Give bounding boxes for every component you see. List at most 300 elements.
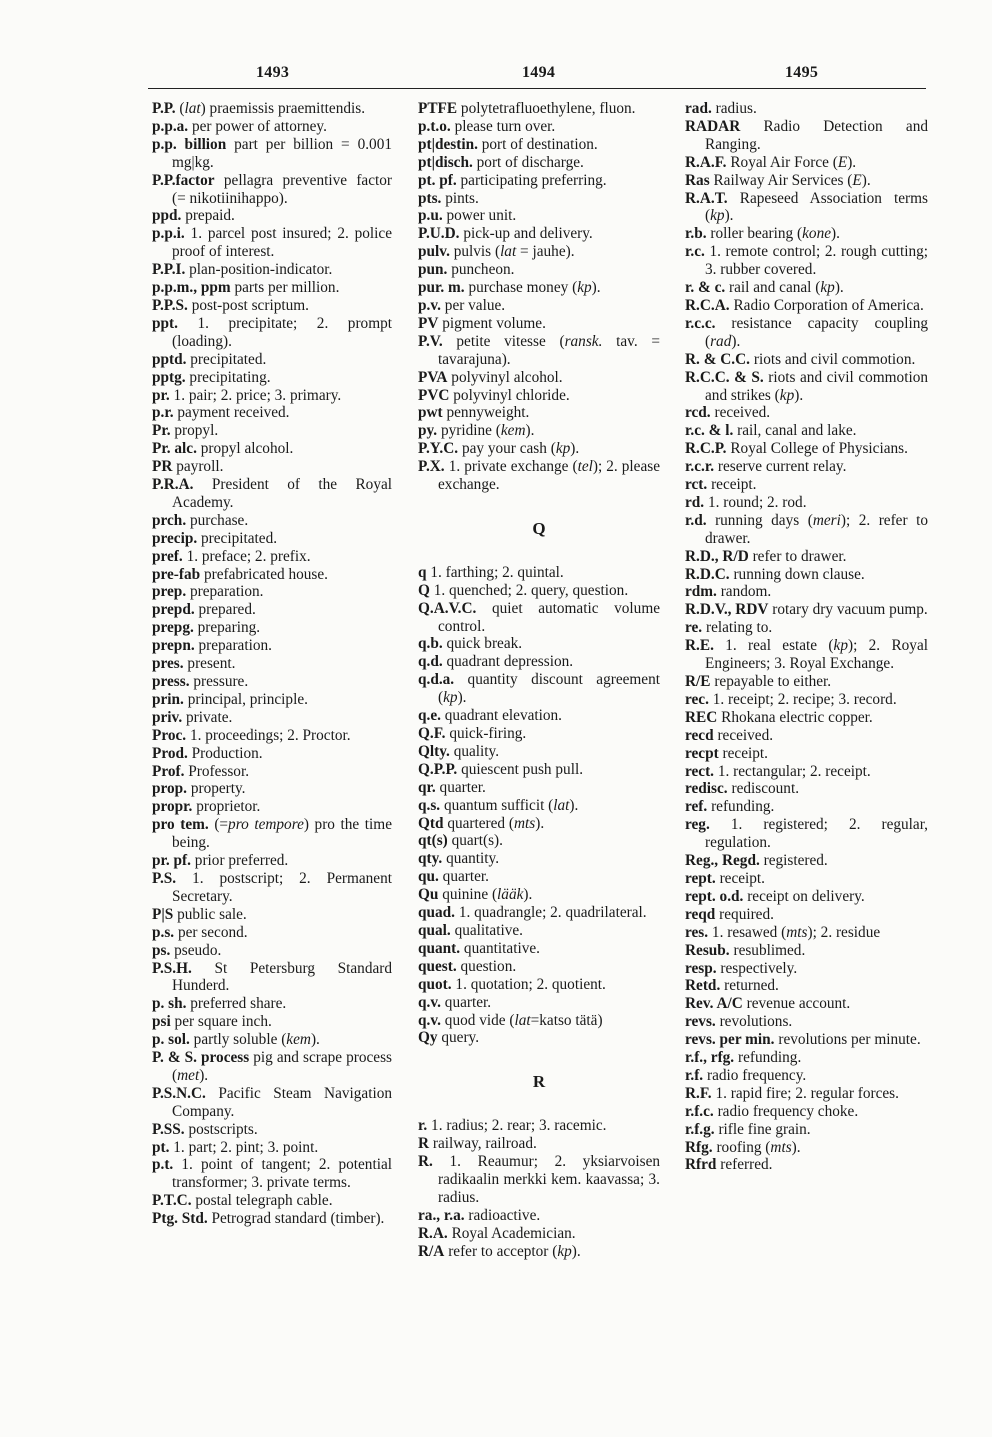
entry-definition: quiescent push pull. (461, 760, 584, 778)
dictionary-entry (418, 671, 660, 707)
entry-definition: radio frequency choke. (717, 1102, 859, 1120)
dictionary-entry (152, 655, 392, 673)
dictionary-entry (685, 977, 928, 995)
dictionary-entry (152, 530, 392, 548)
entry-headword: rd. (685, 493, 705, 511)
entry-definition: pyridine (kem). (440, 422, 535, 440)
entry-headword: R.C.C. & S. (685, 368, 764, 386)
dictionary-entry (685, 351, 928, 369)
entry-definition: 1. part; 2. pint; 3. point. (173, 1138, 319, 1156)
entry-definition: public sale. (177, 905, 247, 923)
entry-headword: pt|destin. (418, 135, 478, 153)
entry-definition: pig and scrape process (met). (172, 1049, 393, 1084)
entry-definition: (=pro tempore) pro the time being. (172, 816, 392, 852)
entry-definition: postscripts. (188, 1120, 258, 1138)
page-header (148, 64, 926, 92)
dictionary-entry (685, 1049, 928, 1067)
dictionary-entry (152, 1192, 392, 1210)
entry-headword: r.b. (685, 225, 707, 243)
entry-headword: pur. m. (418, 279, 465, 297)
dictionary-entry (418, 832, 660, 850)
entry-definition: port of discharge. (476, 153, 584, 171)
entry-headword: R.F. (685, 1084, 712, 1102)
dictionary-entry (418, 279, 660, 297)
entry-definition: 1. real estate (kp); 2. Royal Engineers; 3. Royal Exchange. (705, 637, 928, 673)
entry-headword: q.s. (418, 796, 441, 814)
entry-headword: p.p. billion (152, 135, 227, 153)
entry-definition: purchase money (kp). (468, 279, 601, 297)
entry-definition: payment received. (177, 404, 290, 422)
dictionary-entry (152, 1085, 392, 1121)
entry-headword: Qu (418, 886, 439, 904)
entry-definition: radioactive. (468, 1206, 541, 1224)
dictionary-entry (152, 583, 392, 601)
dictionary-entry (152, 1049, 392, 1085)
entry-headword: pr. pf. (152, 852, 191, 870)
entry-headword: Rev. A/C (685, 995, 743, 1013)
entry-headword: R/A (418, 1242, 445, 1260)
entry-headword: quad. (418, 904, 455, 922)
dictionary-entry (152, 172, 392, 208)
entry-headword: p. sol. (152, 1031, 190, 1049)
dictionary-entry (418, 958, 660, 976)
dictionary-entry (152, 118, 392, 136)
entry-definition: running days (meri); 2. refer to drawer. (705, 511, 928, 547)
entry-headword: propr. (152, 798, 193, 816)
entry-headword: P.S.H. (152, 959, 192, 977)
dictionary-entry (685, 583, 928, 601)
dictionary-entry (685, 870, 928, 888)
entry-definition: respectively. (720, 959, 798, 977)
dictionary-entry (152, 1121, 392, 1139)
dictionary-entry (418, 761, 660, 779)
entry-definition: post-post scriptum. (191, 296, 309, 314)
entry-headword: Proc. (152, 726, 187, 744)
entry-definition: pigment volume. (442, 314, 546, 332)
entry-definition: propyl alcohol. (200, 440, 294, 458)
entry-definition: rail, canal and lake. (737, 422, 857, 440)
entry-definition: 1. pair; 2. price; 3. primary. (173, 386, 342, 404)
entry-definition: resublimed. (733, 941, 806, 959)
dictionary-entry (418, 404, 660, 422)
entry-headword: ppd. (152, 207, 182, 225)
entry-headword: R/E (685, 673, 711, 690)
entry-definition: revolutions. (719, 1013, 793, 1031)
dictionary-entry (152, 601, 392, 619)
entry-headword: ppt. (152, 314, 178, 332)
entry-headword: pwt (418, 404, 443, 422)
dictionary-entry (685, 816, 928, 852)
dictionary-entry (418, 1012, 660, 1030)
dictionary-entry (418, 172, 660, 190)
dictionary-entry (418, 940, 660, 958)
entry-definition: partly soluble (kem). (193, 1031, 320, 1049)
entry-definition: quiet automatic volume control. (438, 599, 661, 635)
entry-headword: PR (152, 458, 173, 476)
entry-headword: Ras (685, 171, 710, 189)
entry-definition: prefabricated house. (203, 565, 328, 583)
dictionary-entry (418, 725, 660, 743)
page-number-left: 1493 (256, 64, 290, 81)
entry-headword: pr. (152, 386, 170, 404)
header-rule (148, 88, 926, 89)
entry-headword: P.P.I. (152, 261, 186, 279)
entry-headword: resp. (685, 959, 717, 977)
entry-headword: P.Y.C. (418, 440, 459, 458)
dictionary-entry (418, 100, 660, 118)
entry-headword: P.SS. (152, 1120, 185, 1138)
entry-headword: rept. o.d. (685, 887, 744, 905)
entry-headword: priv. (152, 708, 183, 726)
entry-definition: 1. round; 2. rod. (707, 493, 807, 511)
entry-headword: p.v. (418, 296, 441, 314)
entry-headword: pt. (152, 1138, 170, 1156)
entry-definition: property. (190, 780, 246, 798)
entry-definition: refer to acceptor (kp). (448, 1242, 581, 1260)
entry-headword: P.R.A. (152, 476, 194, 494)
dictionary-entry (152, 422, 392, 440)
entry-headword: p.p.i. (152, 225, 185, 243)
dictionary-entry (152, 673, 392, 691)
dictionary-entry (685, 763, 928, 781)
entry-definition: 1. precipitate; 2. prompt (loading). (172, 314, 392, 350)
entry-headword: re. (685, 619, 703, 637)
entry-definition: Radio Detection and Ranging. (705, 117, 928, 153)
entry-headword: pun. (418, 261, 448, 279)
dictionary-entry (152, 1013, 392, 1031)
dictionary-entry (418, 582, 660, 600)
entry-definition: 1. quenched; 2. query, question. (433, 581, 629, 599)
entry-definition: riots and civil commotion. (753, 350, 916, 368)
entry-definition: prepaid. (185, 207, 235, 225)
entry-headword: Q.A.V.C. (418, 599, 477, 617)
dictionary-entry (152, 315, 392, 351)
entry-headword: quest. (418, 957, 457, 975)
entry-definition: quantity. (446, 850, 500, 868)
dictionary-entry (418, 797, 660, 815)
entry-definition: polytetrafluoethylene, fluon. (460, 100, 636, 117)
entry-definition: quartered (mts). (447, 814, 545, 832)
entry-headword: P.U.D. (418, 225, 460, 243)
entry-headword: R. (418, 1153, 433, 1171)
entry-definition: quinine (lääk). (442, 886, 533, 904)
entry-definition: quantum sufficit (lat). (443, 796, 579, 814)
entry-headword: P.X. (418, 458, 445, 476)
dictionary-entry (418, 815, 660, 833)
column-right (685, 100, 928, 1174)
dictionary-entry (418, 1207, 660, 1225)
dictionary-entry (152, 1031, 392, 1049)
dictionary-entry (152, 387, 392, 405)
entry-headword: r.c.c. (685, 314, 716, 332)
dictionary-entry (685, 422, 928, 440)
entry-headword: q.v. (418, 993, 441, 1011)
entry-definition: refunding. (737, 1049, 802, 1067)
dictionary-entry (685, 1067, 928, 1085)
entry-headword: rdm. (685, 583, 717, 601)
entry-headword: q.d.a. (418, 671, 455, 689)
dictionary-entry (152, 458, 392, 476)
entry-definition: refunding. (711, 798, 775, 816)
dictionary-entry (152, 960, 392, 996)
entry-headword: r.f.c. (685, 1102, 714, 1120)
dictionary-entry (685, 476, 928, 494)
entry-definition: Royal College of Physicians. (730, 440, 908, 458)
dictionary-entry (685, 691, 928, 709)
entry-headword: reg. (685, 816, 710, 834)
entry-headword: pptg. (152, 368, 186, 386)
dictionary-entry (418, 261, 660, 279)
entry-headword: P.P. (152, 100, 176, 117)
dictionary-entry (685, 100, 928, 118)
entry-definition: 1. remote control; 2. rough cutting; 3. rubber covered. (705, 243, 928, 279)
entry-definition: riots and civil commotion and strikes (kp). (705, 368, 929, 404)
entry-definition: per power of attorney. (191, 117, 327, 135)
dictionary-entry (685, 548, 928, 566)
dictionary-entry (418, 440, 660, 458)
entry-definition: rail and canal (kp). (729, 279, 844, 297)
entry-definition: pressure. (193, 673, 249, 690)
dictionary-entry (418, 422, 660, 440)
entry-headword: r.f.g. (685, 1120, 715, 1138)
entry-headword: P.P.S. (152, 296, 188, 314)
entry-definition: prepared. (198, 601, 256, 619)
dictionary-entry (685, 279, 928, 297)
entry-headword: rept. (685, 869, 716, 887)
dictionary-entry (418, 243, 660, 261)
entry-definition: question. (460, 957, 517, 975)
dictionary-entry (152, 780, 392, 798)
dictionary-entry (152, 279, 392, 297)
entry-definition: per value. (444, 296, 506, 314)
entry-definition: parts per million. (234, 279, 340, 297)
entry-headword: PVA (418, 368, 448, 386)
entry-headword: Reg., Regd. (685, 852, 760, 870)
entry-definition: 1. preface; 2. prefix. (186, 547, 311, 565)
dictionary-entry (418, 333, 660, 369)
entry-definition: Royal Air Force (E). (730, 153, 857, 171)
dictionary-entry (685, 1121, 928, 1139)
entry-definition: postal telegraph cable. (195, 1192, 333, 1210)
dictionary-entry (152, 225, 392, 261)
entry-headword: R.D.C. (685, 565, 730, 583)
dictionary-entry (685, 709, 928, 727)
entry-headword: Q (418, 581, 430, 599)
entry-headword: R. & C.C. (685, 350, 751, 368)
entry-definition: receipt. (722, 744, 768, 762)
entry-headword: p.p.a. (152, 117, 189, 135)
dictionary-entry (418, 600, 660, 636)
entry-headword: pts. (418, 189, 442, 207)
dictionary-entry (418, 922, 660, 940)
dictionary-entry (418, 1135, 660, 1153)
dictionary-entry (685, 297, 928, 315)
dictionary-entry (152, 852, 392, 870)
entry-headword: Rfrd (685, 1156, 717, 1174)
dictionary-entry (418, 190, 660, 208)
entry-definition: pseudo. (174, 941, 222, 959)
entry-headword: press. (152, 673, 190, 690)
entry-definition: prior preferred. (194, 852, 289, 870)
entry-definition: revolutions per minute. (778, 1031, 921, 1049)
entry-definition: random. (720, 583, 772, 601)
dictionary-entry (418, 779, 660, 797)
entry-definition: (lat) praemissis praemittendis. (179, 100, 366, 117)
entry-headword: Rfg. (685, 1138, 713, 1156)
entry-headword: Prof. (152, 762, 185, 780)
entry-headword: r.f. (685, 1066, 704, 1084)
dictionary-entry (418, 1117, 660, 1135)
entry-definition: railway, railroad. (432, 1135, 537, 1153)
entry-definition: quarter. (444, 993, 492, 1011)
entry-definition: per second. (177, 923, 248, 941)
entry-headword: py. (418, 422, 438, 440)
entry-definition: quart(s). (451, 832, 503, 850)
entry-definition: propyl. (174, 422, 219, 440)
entry-headword: pptd. (152, 350, 187, 368)
dictionary-entry (685, 494, 928, 512)
entry-headword: R.D.V., RDV (685, 601, 769, 619)
entry-definition: participating preferring. (460, 171, 607, 189)
entry-definition: pick-up and delivery. (463, 225, 593, 243)
dictionary-entry (418, 635, 660, 653)
dictionary-entry (418, 315, 660, 333)
entry-definition: Railway Air Services (E). (713, 171, 871, 189)
entry-headword: Qy (418, 1029, 438, 1047)
entry-headword: qual. (418, 921, 451, 939)
entry-definition: 1. radius; 2. rear; 3. racemic. (431, 1117, 607, 1135)
dictionary-entry (152, 727, 392, 745)
entry-definition: pulvis (lat = jauhe). (453, 243, 575, 261)
entry-definition: pellagra preventive factor (= nikotiinihappo). (172, 171, 392, 207)
dictionary-entry (152, 136, 392, 172)
entry-headword: Resub. (685, 941, 730, 959)
entry-headword: revs. per min. (685, 1031, 775, 1049)
entry-headword: rect. (685, 762, 715, 780)
dictionary-entry (685, 512, 928, 548)
entry-definition: petite vitesse (ransk. tav. = tavarajuna). (438, 332, 661, 368)
entry-headword: r.c.r. (685, 458, 715, 476)
entry-definition: Pacific Steam Navigation Company. (172, 1084, 392, 1120)
dictionary-entry (418, 653, 660, 671)
entry-headword: q.v. (418, 1011, 441, 1029)
dictionary-entry (418, 387, 660, 405)
dictionary-entry (418, 225, 660, 243)
entry-headword: r.c. (685, 243, 705, 261)
entry-headword: R.C.A. (685, 296, 730, 314)
dictionary-entry (418, 1243, 660, 1261)
entry-definition: power unit. (446, 207, 517, 225)
entry-definition: private. (186, 708, 233, 726)
entry-headword: Q.F. (418, 725, 446, 742)
entry-headword: q (418, 563, 427, 581)
dictionary-entry (685, 190, 928, 226)
entry-headword: R.A.T. (685, 189, 728, 207)
entry-definition: 1. quotation; 2. quotient. (455, 975, 606, 993)
entry-headword: qt(s) (418, 832, 448, 850)
entry-definition: Rhokana electric copper. (721, 708, 873, 726)
entry-definition: receipt. (719, 869, 765, 887)
entry-headword: pro tem. (152, 816, 209, 834)
column-middle (418, 100, 660, 1260)
entry-definition: 1. quadrangle; 2. quadrilateral. (458, 904, 647, 922)
entry-headword: P|S (152, 905, 174, 923)
dictionary-entry (152, 548, 392, 566)
entry-headword: p.t. (152, 1156, 174, 1174)
entry-headword: PV (418, 314, 439, 332)
entry-definition: purchase. (189, 511, 249, 529)
entry-definition: 1. registered; 2. regular, regulation. (705, 816, 928, 852)
entry-headword: pref. (152, 547, 183, 565)
entry-definition: revenue account. (746, 995, 851, 1013)
entry-definition: St Petersburg Standard Hunderd. (172, 959, 393, 995)
dictionary-entry (152, 995, 392, 1013)
dictionary-entry (152, 261, 392, 279)
entry-definition: port of destination. (481, 135, 598, 153)
dictionary-entry (685, 780, 928, 798)
entry-definition: Radio Corporation of America. (733, 296, 924, 314)
dictionary-entry (418, 743, 660, 761)
dictionary-entry (685, 727, 928, 745)
dictionary-entry (152, 566, 392, 584)
entry-definition: registered. (763, 852, 828, 870)
entry-definition: reserve current relay. (717, 458, 847, 476)
entry-definition: plan-position-indicator. (189, 261, 333, 279)
dictionary-entry (685, 118, 928, 154)
entry-definition: quadrant elevation. (444, 707, 563, 725)
entry-definition: quarter. (439, 778, 486, 796)
entry-definition: quantitative. (463, 939, 540, 957)
dictionary-entry (418, 297, 660, 315)
entry-definition: precipitating. (189, 368, 271, 386)
entry-headword: RADAR (685, 117, 741, 135)
dictionary-entry (685, 960, 928, 978)
dictionary-entry (685, 637, 928, 673)
dictionary-entry (152, 924, 392, 942)
entry-headword: recd (685, 726, 714, 744)
dictionary-entry (685, 440, 928, 458)
entry-headword: r. & c. (685, 279, 726, 297)
entry-definition: puncheon. (451, 261, 515, 279)
entry-definition: required. (719, 905, 774, 923)
dictionary-entry (685, 1031, 928, 1049)
dictionary-entry (418, 886, 660, 904)
dictionary-entry (152, 1210, 392, 1228)
dictionary-entry (152, 1139, 392, 1157)
entry-definition: 1. rectangular; 2. receipt. (717, 762, 871, 780)
entry-headword: prepn. (152, 637, 195, 655)
entry-definition: preferred share. (190, 995, 287, 1013)
dictionary-entry (685, 1139, 928, 1157)
entry-headword: pt|disch. (418, 153, 473, 171)
entry-headword: P.T.C. (152, 1192, 192, 1210)
entry-headword: r.c. & l. (685, 422, 734, 440)
entry-headword: revs. (685, 1013, 716, 1031)
entry-headword: Qlty. (418, 742, 450, 760)
entry-definition: payroll. (176, 458, 224, 476)
dictionary-entry (152, 512, 392, 530)
entry-definition: pennyweight. (446, 404, 530, 422)
entry-definition: roofing (mts). (716, 1138, 801, 1156)
entry-headword: redisc. (685, 780, 728, 798)
entry-definition: resistance capacity coupling (rad). (705, 314, 928, 350)
entry-headword: P.V. (418, 332, 443, 350)
dictionary-entry (418, 1225, 660, 1243)
section-letter: Q (532, 518, 546, 538)
entry-headword: rec. (685, 690, 709, 708)
entry-definition: returned. (724, 977, 779, 995)
entry-definition: 1. rapid fire; 2. regular forces. (715, 1084, 899, 1102)
